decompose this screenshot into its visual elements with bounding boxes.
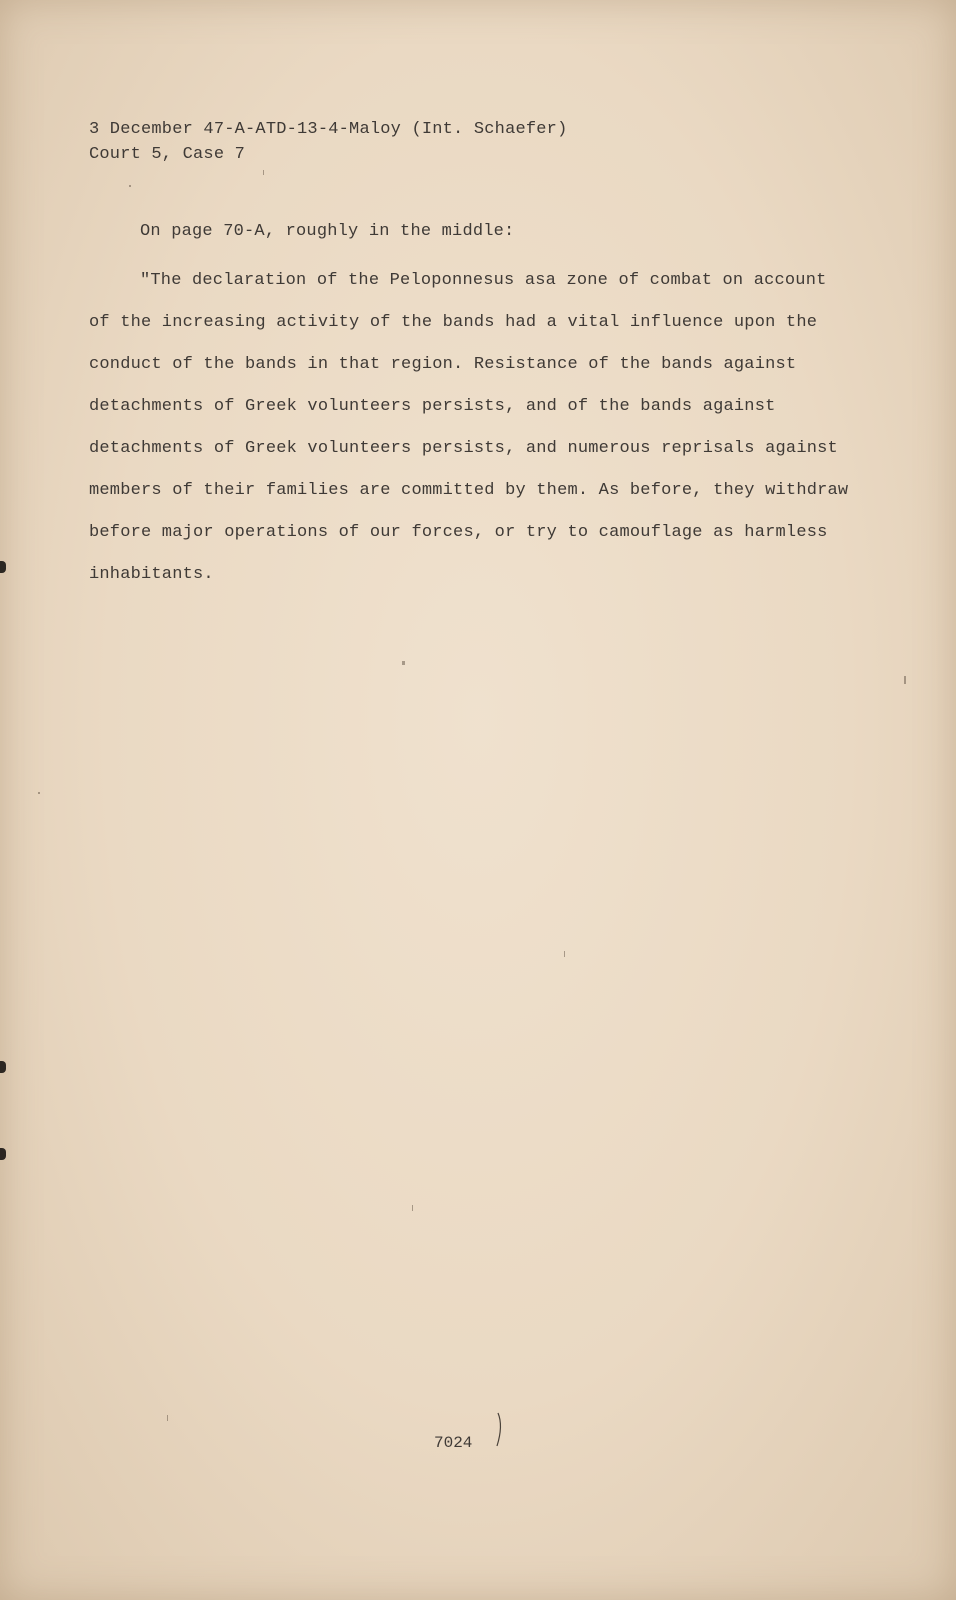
paper-speck bbox=[564, 951, 565, 957]
header-date-reference: 3 December 47-A-ATD-13-4-Maloy (Int. Schaefer) bbox=[89, 120, 568, 139]
binding-hole-mark bbox=[0, 1061, 6, 1073]
document-header bbox=[89, 117, 567, 167]
quote-line: of the increasing activity of the bands had a vital influence upon the bbox=[89, 313, 818, 332]
quote-line: conduct of the bands in that region. Resistance of the bands against bbox=[89, 355, 797, 374]
quote-line: inhabitants. bbox=[89, 565, 214, 584]
quote-line: "The declaration of the Peloponnesus asa zone of combat on account bbox=[140, 271, 827, 290]
paper-speck bbox=[263, 170, 264, 175]
quoted-passage bbox=[89, 260, 849, 596]
quote-line: members of their families are committed by them. As before, they withdraw bbox=[89, 481, 849, 500]
intro-line: On page 70-A, roughly in the middle: bbox=[140, 222, 515, 241]
binding-hole-mark bbox=[0, 561, 6, 573]
paper-speck bbox=[412, 1205, 413, 1211]
paper-speck bbox=[129, 185, 131, 187]
paper-speck bbox=[38, 792, 40, 794]
header-court-case: Court 5, Case 7 bbox=[89, 145, 246, 164]
paper-speck bbox=[402, 661, 405, 665]
paper-speck bbox=[904, 676, 906, 684]
page-number: 7024 bbox=[434, 1434, 473, 1452]
pencil-mark bbox=[495, 1412, 505, 1448]
quote-line: detachments of Greek volunteers persists, and numerous reprisals against bbox=[89, 439, 838, 458]
quote-line: detachments of Greek volunteers persists, and of the bands against bbox=[89, 397, 776, 416]
binding-hole-mark bbox=[0, 1148, 6, 1160]
quote-line: before major operations of our forces, or try to camouflage as harmless bbox=[89, 523, 828, 542]
paper-speck bbox=[167, 1415, 168, 1421]
